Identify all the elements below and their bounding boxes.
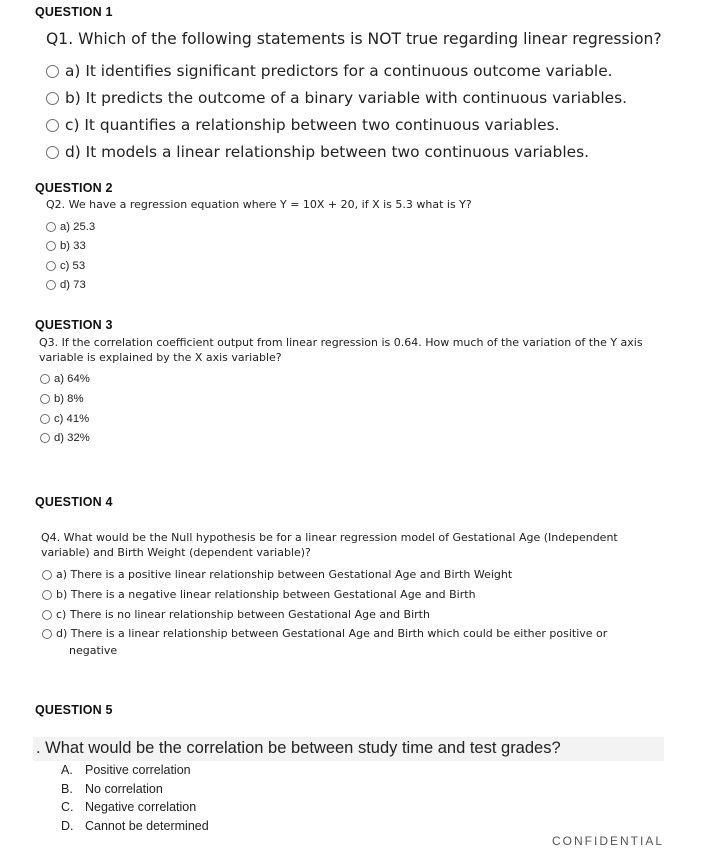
- option-label: b) There is a negative linear relationship between Gestational Age and Birth: [56, 588, 476, 601]
- radio-button[interactable]: [46, 92, 59, 105]
- option-label: b) 8%: [54, 393, 84, 405]
- question-1-text: Q1. Which of the following statements is NOT true regarding linear regression?: [46, 30, 662, 48]
- q4-option-b[interactable]: [42, 588, 476, 601]
- radio-button[interactable]: [42, 629, 52, 639]
- option-label: c) 41%: [54, 413, 90, 425]
- option-label: a) It identifies significant predictors for a continuous outcome variable.: [65, 62, 613, 80]
- option-label: c) There is no linear relationship between Gestational Age and Birth: [56, 608, 430, 621]
- option-label: d) There is a linear relationship between Gestational Age and Birth which could be either positive or: [56, 627, 608, 640]
- q5-option-d[interactable]: [61, 819, 209, 833]
- radio-button[interactable]: [46, 280, 56, 290]
- option-label: c) It quantifies a relationship between two continuous variables.: [65, 116, 560, 134]
- q3-option-c[interactable]: [40, 413, 89, 425]
- radio-button[interactable]: [42, 570, 52, 580]
- radio-button[interactable]: [40, 374, 50, 384]
- question-1-header: QUESTION 1: [35, 5, 113, 19]
- question-4-text: Q4. What would be the Null hypothesis be for a linear regression model of Gestational Age (Independent variable) and Birth Weight (dependent variable)?: [41, 531, 618, 559]
- q5-option-a[interactable]: [61, 763, 191, 777]
- option-letter: B.: [61, 782, 73, 796]
- q2-option-d[interactable]: [46, 279, 86, 291]
- radio-button[interactable]: [40, 433, 50, 443]
- question-3-text: Q3. If the correlation coefficient output from linear regression is 0.64. How much of the variation of the Y axis variable is explained by the X axis variable?: [39, 336, 643, 364]
- option-label: b) 33: [60, 240, 86, 252]
- radio-button[interactable]: [40, 414, 50, 424]
- option-letter: A.: [61, 763, 73, 777]
- q1-option-b[interactable]: [46, 89, 627, 107]
- q2-option-c[interactable]: [46, 260, 85, 272]
- option-label: a) 25.3: [60, 221, 96, 233]
- radio-button[interactable]: [46, 261, 56, 271]
- q2-option-b[interactable]: [46, 240, 86, 252]
- radio-button[interactable]: [46, 65, 59, 78]
- option-label: d) 73: [60, 279, 86, 291]
- q3-option-a[interactable]: [40, 373, 90, 385]
- question-3-header: QUESTION 3: [35, 318, 113, 332]
- confidential-watermark: CONFIDENTIAL: [552, 834, 665, 848]
- q3-option-b[interactable]: [40, 393, 84, 405]
- q4-option-c[interactable]: [42, 608, 430, 621]
- radio-button[interactable]: [40, 394, 50, 404]
- option-label: Negative correlation: [85, 800, 197, 814]
- q4-option-d[interactable]: [42, 627, 607, 640]
- option-label: b) It predicts the outcome of a binary variable with continuous variables.: [65, 89, 628, 107]
- q3-option-d[interactable]: [40, 432, 90, 444]
- q1-option-c[interactable]: [46, 116, 560, 134]
- radio-button[interactable]: [46, 222, 56, 232]
- option-label: d) It models a linear relationship between two continuous variables.: [65, 143, 589, 161]
- radio-button[interactable]: [46, 241, 56, 251]
- radio-button[interactable]: [42, 590, 52, 600]
- question-5-text: . What would be the correlation be between study time and test grades?: [36, 739, 561, 757]
- option-letter: D.: [61, 819, 74, 833]
- option-label: c) 53: [60, 260, 86, 272]
- q5-option-c[interactable]: [61, 800, 196, 814]
- option-letter: C.: [61, 800, 74, 814]
- question-2-text: Q2. We have a regression equation where Y = 10X + 20, if X is 5.3 what is Y?: [46, 198, 472, 211]
- q4-option-a[interactable]: [42, 568, 512, 581]
- option-label: No correlation: [85, 782, 163, 796]
- option-label: a) There is a positive linear relationship between Gestational Age and Birth Weight: [56, 568, 513, 581]
- question-5-header: QUESTION 5: [35, 703, 113, 717]
- option-label: a) 64%: [54, 373, 90, 385]
- q2-option-a[interactable]: [46, 221, 95, 233]
- radio-button[interactable]: [46, 119, 59, 132]
- radio-button[interactable]: [46, 146, 59, 159]
- radio-button[interactable]: [42, 610, 52, 620]
- option-label: Positive correlation: [85, 763, 191, 777]
- q1-option-d[interactable]: [46, 143, 589, 161]
- q1-option-a[interactable]: [46, 62, 613, 80]
- option-label: Cannot be determined: [85, 819, 209, 833]
- option-label: d) 32%: [54, 432, 90, 444]
- question-4-header: QUESTION 4: [35, 495, 113, 509]
- q5-option-b[interactable]: [61, 782, 163, 796]
- q4-option-d-continuation: negative: [69, 644, 118, 657]
- question-2-header: QUESTION 2: [35, 181, 113, 195]
